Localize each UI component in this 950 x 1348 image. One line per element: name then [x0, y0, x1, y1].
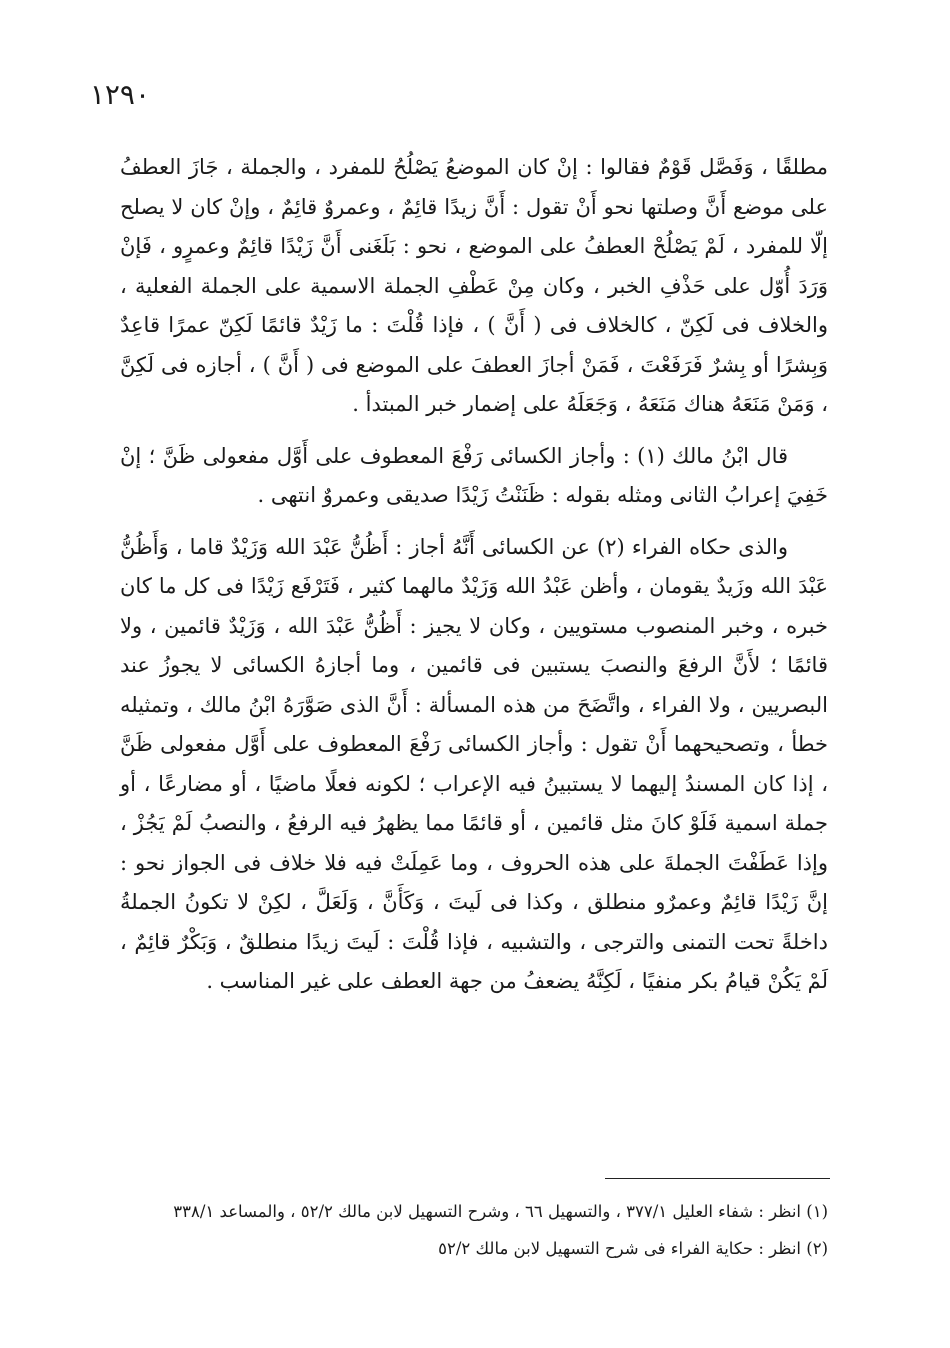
paragraph-3: والذى حكاه الفراء (٢) عن الكسائى أَنَّهُ أجاز : أَظُنُّ عَبْدَ الله وَزَيْدٌ قاما ، وَأَظُنُّ عَبْدَ الله وزَيدٌ يقومان ، وأظن عَبْدُ الله وَزَيْدٌ مالهما كثير ، فَتَرْفَع زَيْدًا فى كل ما كان خبره ، وخبر المنصوب مستويين ، وكان لا يجيز : أَظُنُّ عَبْدَ الله ، وَزَيْدٌ قائمين ، ولا قائمًا ؛ لأَنَّ الرفعَ والنصبَ يستبين فى قائمين ، وما أجازهُ الكسائى لا يجوزُ عند البصريين ، ولا الفراء ، واتَّضَحَ من هذه المسألة : أَنَّ الذى صَوَّرَهُ ابْنُ مالك ، وتمثيله خطأ ، وتصحيحهما أَنْ تقول : وأجاز الكسائى رَفْعَ المعطوف على أَوَّل مفعولى ظَنَّ ، إذا كان المسندُ إليهما لا يستبينُ فيه الإعراب ؛ لكونه فعلًا ماضيًا ، أو مضارعًا ، أو جملة اسمية فَلَوْ كانَ مثل قائمين ، أو قائمًا مما يظهرُ فيه الرفعُ ، والنصبُ لَمْ يَجُزْ ، وإذا عَطَفْتَ الجملةَ على هذه الحروف ، وما عَمِلَتْ فيه فلا خلاف فى الجواز نحو : إنَّ زَيْدًا قائِمٌ وعمرٌو منطلق ، وكذا فى لَيتَ ، وَكَأَنَّ ، وَلَعَلَّ ، لكِنْ لا تكونُ الجملةُ داخلةً تحت التمنى والترجى ، والتشبيه ، فإذا قُلْتَ : لَيتَ زيدًا منطلقٌ ، وَبَكْرٌ قائِمٌ ، لَمْ يَكُنْ قيامُ بكر منفيًا ، لَكِنَّهُ يضعفُ من جهة العطف على غير المناسب . — [120, 534, 829, 993]
main-text-body — [120, 148, 828, 1002]
paragraph-2: قال ابْنُ مالك (١) : وأجاز الكسائى رَفْعَ المعطوف على أَوَّل مفعولى ظَنَّ ؛ إنْ خَفِيَ إعرابُ الثانى ومثله بقوله : ظَنَنْتُ زَيْدًا صديقى وعمروٌ انتهى . — [120, 443, 828, 507]
footnote-separator — [605, 1178, 830, 1179]
page-number: ١٢٩٠ — [89, 78, 150, 111]
paragraph-1: مطلقًا ، وَفَصَّل قَوْمٌ فقالوا : إنْ كان الموضعُ يَصْلُحُ للمفرد ، والجملة ، جَازَ العطفُ على موضع أَنَّ وصلتها نحو أَنْ تقول : أَنَّ زيدًا قائِمٌ ، وعمروٌ قائِمٌ ، وإنْ كان لا يصلح إلّا للمفرد ، لَمْ يَصْلُحْ العطفُ على الموضع ، نحو : بَلَغَنى أَنَّ زَيْدًا قائِمٌ وعمرٍو ، فَإنْ وَرَدَ أُوّل على حَذْفِ الخبر ، وكان مِنْ عَطْفِ الجملة الاسمية على الجملة الفعلية ، والخلاف فى لَكِنّ ، كالخلاف فى ( أَنَّ ) ، فإذا قُلْتَ : ما زَيْدٌ قائمًا لَكِنّ عمرًا قاعِدٌ وَبِشرًا أو بِشرٌ فَرَفَعْتَ ، فَمَنْ أجازَ العطفَ على الموضع فى ( أَنَّ ) ، أجازه فى لَكِنَّ ، وَمَنْ مَنَعَهُ هناك مَنَعَهُ ، وَجَعَلَهُ على إضمار خبر المبتدأ . — [120, 155, 828, 416]
footnote-1: (١) انظر : شفاء العليل ٣٧٧/١ ، والتسهيل ٦٦ ، وشرح التسهيل لابن مالك ٥٢/٢ ، والمساعد ٣٣٨/١ — [173, 1202, 828, 1221]
footnote-2: (٢) انظر : حكاية الفراء فى شرح التسهيل لابن مالك ٥٢/٢ — [438, 1239, 828, 1258]
footnotes — [120, 1195, 828, 1265]
